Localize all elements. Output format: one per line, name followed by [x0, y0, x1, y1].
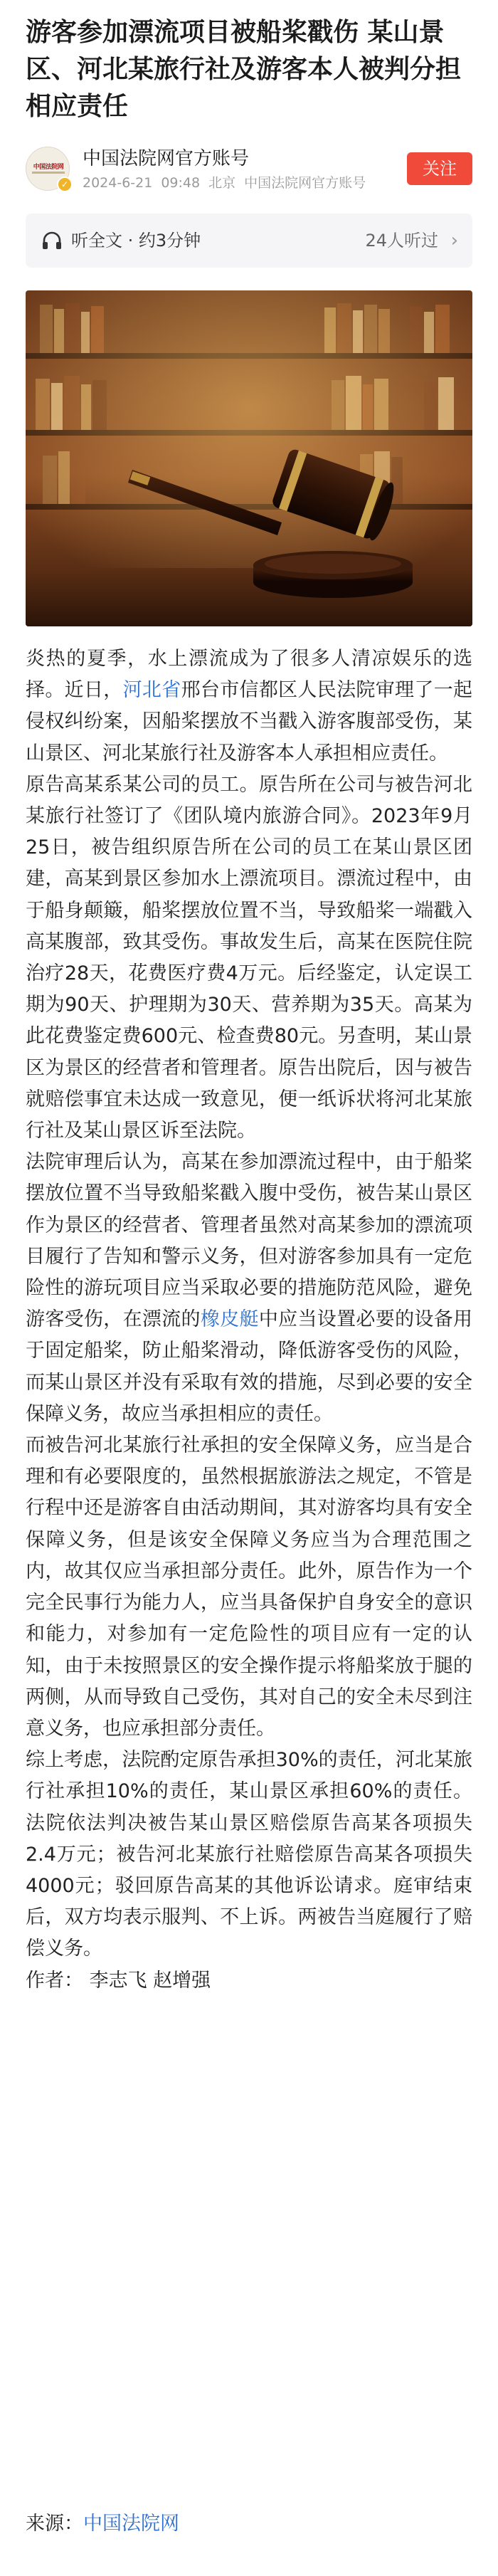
- hero-image-gavel: [26, 290, 472, 626]
- paragraph-court-opinion-text-a: 法院审理后认为，高某在参加漂流过程中，由于船桨摆放位置不当导致船桨戳入腹中受伤，被告某山景区作为景区的经营者、管理者虽然对高某参加的漂流项目履行了告知和警示义务，但对游客参加具有一定危险性的游玩项目应当采取必要的措施防范风险，避免游客受伤，在漂流的: [26, 1151, 472, 1331]
- paragraph-intro-text-a: 炎热的夏季，水上漂流成为了很多人清凉娱乐的选择。近日，: [26, 648, 472, 702]
- link-rubber-raft[interactable]: 橡皮艇: [200, 1308, 259, 1331]
- article-title: 游客参加漂流项目被船桨戳伤 某山景区、河北某旅行社及游客本人被判分担相应责任: [26, 18, 462, 121]
- article-authors: 作者： 李志飞 赵增强: [26, 1969, 211, 1992]
- listen-bar[interactable]: [26, 214, 472, 268]
- article-body: [26, 643, 472, 1997]
- avatar-logo-underline: [32, 172, 65, 174]
- post-meta: [83, 174, 374, 192]
- paragraph-agency-duty: 而被告河北某旅行社承担的安全保障义务，应当是合理和有必要限度的，虽然根据旅游法之规定，不管是行程中还是游客自由活动期间，其对游客均具有安全保障义务，但是该安全保障义务应当为合理范围之内，故其仅应当承担部分责任。此外，原告作为一个完全民事行为能力人，应当具备保护自身安全的意识和能力，对参加有一定危险性的项目应有一定的认知，由于未按照景区的安全操作提示将船桨放于腿的两侧，从而导致自己受伤，其对自己的安全未尽到注意义务，也应承担部分责任。: [26, 1434, 472, 1740]
- post-location: 北京: [208, 175, 236, 191]
- paragraph-verdict: 综上考虑，法院酌定原告承担30%的责任，河北某旅行社承担10%的责任，某山景区承担60%的责任。法院依法判决被告某山景区赔偿原告高某各项损失2.4万元；被告河北某旅行社赔偿原告高某各项损失4000元；驳回原告高某的其他诉讼请求。庭审结束后，双方均表示服判、不上诉。两被告当庭履行了赔偿义务。: [26, 1749, 472, 1960]
- paragraph-facts: 原告高某系某公司的员工。原告所在公司与被告河北某旅行社签订了《团队境内旅游合同》。2023年9月25日，被告组织原告所在公司的员工在某山景区团建，高某到景区参加水上漂流项目。漂流过程中，由于船身颠簸，船桨摆放位置不当，导致船桨一端戳入高某腹部，致其受伤。事故发生后，高某在医院住院治疗28天，花费医疗费4万元。后经鉴定，认定误工期为90天、护理期为30天、营养期为35天。高某为此花费鉴定费600元、检查费80元。另查明，某山景区为景区的经营者和管理者。原告出院后，因与被告就赔偿事宜未达成一致意见，便一纸诉状将河北某旅行社及某山景区诉至法院。: [26, 773, 472, 1142]
- headphones-icon: [41, 231, 63, 251]
- post-date: 2024-6-21: [83, 175, 153, 191]
- verified-badge-icon: ✓: [57, 177, 73, 192]
- listen-label: 听全文 · 约3分钟: [71, 231, 201, 251]
- follow-button[interactable]: 关注: [407, 152, 472, 185]
- paragraph-intro-text-b: 邢台市信都区人民法院审理了一起侵权纠纷案，因船桨摆放不当戳入游客腹部受伤，某山景区、河北某旅行社及游客本人承担相应责任。: [26, 679, 473, 764]
- link-hebei-province[interactable]: 河北省: [122, 679, 181, 702]
- author-name[interactable]: 中国法院网官方账号: [83, 148, 250, 169]
- post-account: 中国法院网官方账号: [244, 175, 366, 191]
- avatar-logo-text: 中国法院网: [33, 164, 64, 171]
- article-source: [26, 2508, 179, 2540]
- link-source-chinacourt[interactable]: 中国法院网: [83, 2513, 179, 2535]
- paragraph-court-opinion: [26, 1147, 472, 1430]
- author-row: [26, 142, 472, 196]
- paragraph-intro: [26, 643, 472, 769]
- listen-count: 24人听过: [365, 231, 438, 251]
- post-time: 09:48: [161, 175, 201, 191]
- chevron-right-icon: ›: [450, 230, 458, 251]
- paragraph-court-opinion-text-b: 中应当设置必要的设备用于固定船桨，防止船桨滑动，降低游客受伤的风险，而某山景区并没有采取有效的措施，尽到必要的安全保障义务，故应当承担相应的责任。: [26, 1308, 473, 1425]
- source-label: 来源：: [26, 2513, 83, 2535]
